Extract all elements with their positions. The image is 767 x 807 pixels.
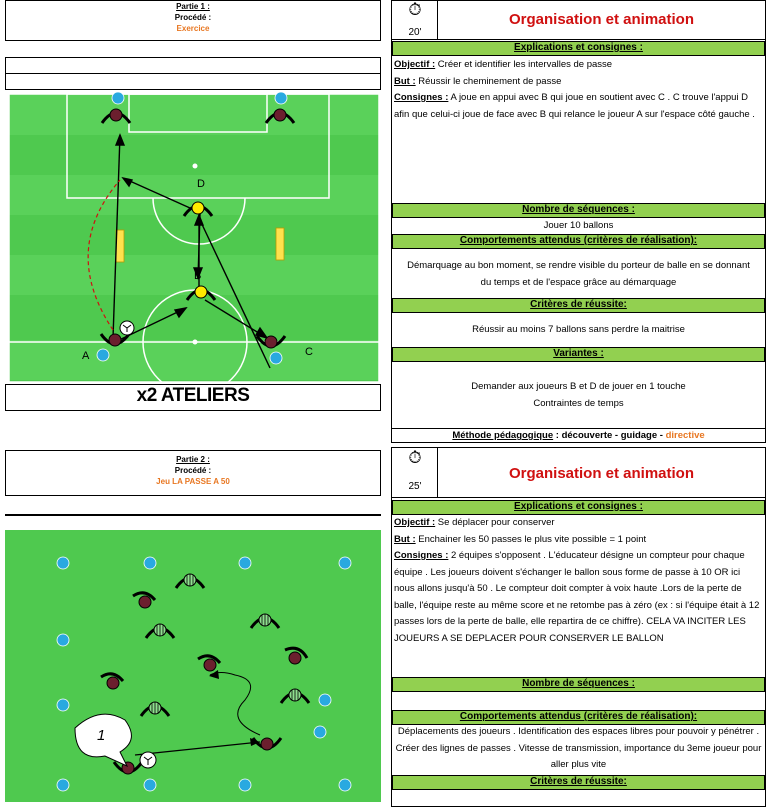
part1-criteres-text: Réussir au moins 7 ballons sans perdre la maitrise <box>472 324 685 335</box>
part2-left-rule <box>5 514 381 516</box>
part1-methode: Méthode pédagogique : découverte - guidage - directive <box>452 430 705 441</box>
part2-header <box>5 454 381 487</box>
part1-explications-heading: Explications et consignes : <box>392 41 765 56</box>
label-c: C <box>305 346 313 358</box>
part1-type: Exercice <box>176 24 210 33</box>
part2-partie: Partie 2 : <box>176 455 210 464</box>
part2-explications-body: Objectif : Se déplacer pour conserver But : Enchainer les 50 passes le plus vite possible = 1 point Consignes : 2 équipes s'opposent . L'éducateur désigne un compteur pour chaque équipe . Les joueurs doivent s'échanger le ballon sous forme de passe à 10 OR ici nous allons jusqu'à 50 . Le compteur doit compter à voix haute .Lors de la perte de balle, l'équipe reste au même score et ne retombe pas à zéro (ex : si l'équipe était à 12 passes lors de la perte de balle, elle repartira de ce chiffre). CELA VA INCITER LES JOUEURS A SE DEPLACER POUR CONSERVER LE BALLON <box>394 517 760 644</box>
part2-comportements-text: Déplacements des joueurs . Identification des espaces libres pour pouvoir y pénétrer . Créer des lignes de passes . Vitesse de transmission, importance du 3eme joueur pour aller plus vite <box>395 726 762 770</box>
part1-comportements-heading: Comportements attendus (critères de réalisation): <box>392 234 765 249</box>
part1-blank-row-2 <box>5 73 381 90</box>
pitch-grass <box>9 94 379 382</box>
bubble-number: 1 <box>97 727 106 744</box>
label-d: D <box>197 178 205 190</box>
stopwatch-icon-2: ⏱ <box>408 448 422 467</box>
part1-comportements-text: Démarquage au bon moment, se rendre visible du porteur de balle en se donnant du temps et de l'espace grâce au démarquage <box>407 260 750 288</box>
part2-type: Jeu LA PASSE A 50 <box>156 477 230 486</box>
part1-variantes-heading: Variantes : <box>392 347 765 362</box>
part2-criteres-heading: Critères de réussite: <box>392 775 765 790</box>
part2-sequences-heading: Nombre de séquences : <box>392 677 765 692</box>
part2-procede: Procédé : <box>174 466 212 475</box>
part1-criteres-heading: Critères de réussite: <box>392 298 765 313</box>
part2-pitch-diagram <box>5 530 381 802</box>
label-a: A <box>82 350 90 362</box>
part1-procede: Procédé : <box>174 13 212 22</box>
stopwatch-icon: ⏱ <box>408 0 422 19</box>
part1-explications-body: Objectif : Créer et identifier les intervalles de passe But : Réussir le cheminement de passe Consignes : A joue en appui avec B qui joue en soutient avec C . C trouve l'appui D afin que celui-ci joue de face avec B qui relance le joueur A sur l'espace côté gauche . <box>394 59 755 120</box>
right-pole-icon <box>276 228 284 260</box>
part2-duration: 25' <box>408 481 422 492</box>
label-b: B <box>194 270 202 282</box>
part1-sequences-text: Jouer 10 ballons <box>543 220 614 231</box>
part2-explications-heading: Explications et consignes : <box>392 500 765 515</box>
part1-variantes-text: Demander aux joueurs B et D de jouer en 1 touche Contraintes de temps <box>471 381 686 409</box>
part1-pitch-diagram <box>5 90 381 384</box>
part1-title: Organisation et animation <box>508 11 695 28</box>
pitch-grass-2 <box>5 530 381 802</box>
part1-sequences-heading: Nombre de séquences : <box>392 203 765 218</box>
part2-title: Organisation et animation <box>508 465 695 482</box>
part2-divider <box>392 497 765 498</box>
part1-partie: Partie 1 : <box>176 2 210 11</box>
part1-ateliers: x2 ATELIERS <box>136 385 250 406</box>
part1-divider <box>392 39 765 40</box>
part1-duration: 20' <box>408 27 422 38</box>
part1-header <box>5 1 381 34</box>
part1-blank-row <box>5 57 381 74</box>
part2-comportements-heading: Comportements attendus (critères de réalisation): <box>392 710 765 725</box>
